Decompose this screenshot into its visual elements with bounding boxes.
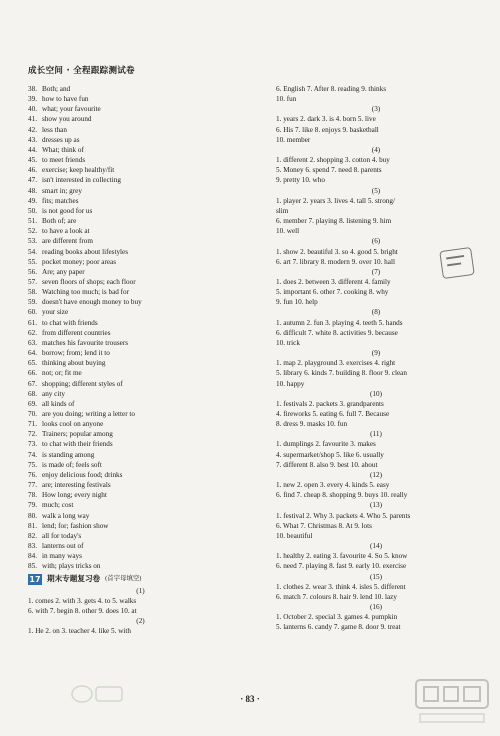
part-label: (13) [370, 501, 382, 510]
answer-text: much; cost [42, 501, 74, 510]
item-number: 46. [28, 166, 37, 175]
answer-line [28, 500, 253, 510]
answer-line [28, 135, 253, 145]
answer-text: all kinds of [42, 399, 75, 408]
item-number: 50. [28, 206, 37, 215]
answer-line [28, 206, 253, 216]
answer-text: in many ways [42, 552, 82, 561]
item-number: 42. [28, 125, 37, 134]
item-number: 81. [28, 521, 37, 530]
answer-text: dresses up as [42, 135, 80, 144]
item-number: 82. [28, 531, 37, 540]
part-label: (3) [371, 105, 381, 114]
part-label: (16) [370, 602, 382, 611]
answer-text: lanterns out of [42, 542, 84, 551]
answer-text: your size [42, 308, 69, 317]
answer-line: 6. match 7. colours 8. hair 9. lend 10. lazy [276, 592, 397, 601]
answer-line: 1. dumplings 2. favourite 3. makes [276, 440, 376, 449]
answer-line [28, 511, 253, 521]
item-number: 58. [28, 288, 37, 297]
answer-text: reading books about lifestyles [42, 247, 129, 256]
answer-text: thinking about buying [42, 359, 106, 368]
answer-line [28, 125, 253, 135]
answer-list-left [28, 84, 253, 572]
item-number: 68. [28, 389, 37, 398]
answer-line [28, 165, 253, 175]
answer-line [28, 379, 253, 389]
answer-line: 1. festival 2. Why 3. packets 4. Who 5. parents [276, 511, 411, 520]
part-label: (10) [370, 389, 382, 398]
answer-text: shopping; different styles of [42, 379, 123, 388]
answer-line [28, 450, 253, 460]
answer-line [28, 287, 253, 297]
item-number: 41. [28, 115, 37, 124]
answer-line: slim [276, 206, 289, 215]
answer-text: is not good for us [42, 206, 93, 215]
answer-line [28, 94, 253, 104]
answer-text: looks cool on anyone [42, 420, 104, 429]
item-number: 77. [28, 481, 37, 490]
answer-text: Are; any paper [42, 267, 85, 276]
item-number: 80. [28, 511, 37, 520]
answer-line: 6. find 7. cheap 8. shopping 9. buys 10. really [276, 491, 408, 500]
answer-line [28, 175, 253, 185]
answer-text: any city [42, 389, 65, 398]
item-number: 78. [28, 491, 37, 500]
item-number: 75. [28, 460, 37, 469]
answer-line [28, 439, 253, 449]
answer-line: 1. October 2. special 3. games 4. pumpkin [276, 613, 398, 622]
section-title: 期末专题复习卷 [47, 573, 101, 583]
answer-line: 1. different 2. shopping 3. cotton 4. buy [276, 156, 390, 165]
item-number: 70. [28, 410, 37, 418]
answer-text: exercise; keep healthy/fit [42, 166, 115, 175]
answer-line [28, 226, 253, 236]
answer-text: walk a long way [42, 511, 90, 520]
item-number: 40. [28, 105, 37, 114]
part-label: (1) [136, 586, 145, 595]
item-number: 65. [28, 359, 37, 368]
item-number: 63. [28, 338, 37, 347]
answer-line: 1. clothes 2. wear 3. think 4. isles 5. different [276, 582, 406, 591]
answer-line [28, 114, 253, 124]
item-number: 39. [28, 95, 37, 104]
part-label: (11) [370, 430, 382, 439]
item-number: 61. [28, 318, 37, 327]
page-header: 成长空间 · 全程跟踪测试卷 [28, 66, 135, 76]
answer-line [28, 419, 253, 429]
answer-line: 5. library 6. kinds 7. building 8. floor 9. clean [276, 369, 407, 378]
answer-text: with; plays tricks on [42, 562, 101, 571]
answer-line: 1. new 2. open 3. every 4. kinds 5. easy [276, 481, 390, 490]
answer-line [28, 338, 253, 348]
answer-line [28, 216, 253, 226]
answer-text: matches his favourite trousers [42, 338, 129, 347]
answer-line [28, 145, 253, 155]
answer-text: Watching too much; is bad for [42, 288, 130, 297]
answer-line [28, 551, 253, 561]
answer-text: pocket money; poor areas [42, 257, 117, 266]
answer-line: 7. different 8. also 9. best 10. about [276, 460, 378, 469]
answer-line: 10. member [276, 135, 311, 144]
answer-line [28, 399, 253, 409]
seal-stamp-icon [439, 247, 475, 279]
answer-line [28, 389, 253, 399]
item-number: 43. [28, 135, 37, 144]
answer-line [28, 429, 253, 439]
answer-text: isn't interested in collecting [42, 176, 121, 185]
part-label: (4) [371, 145, 381, 154]
page-number: · 83 · [240, 694, 260, 704]
item-number: 44. [28, 145, 37, 154]
answer-line [28, 470, 253, 480]
item-number: 45. [28, 156, 37, 165]
answer-line: 10. fun [276, 95, 297, 104]
answer-line [28, 480, 253, 490]
answer-text: borrow; from; lend it to [42, 349, 110, 358]
part-label: (9) [371, 349, 381, 358]
answer-line: 1. map 2. playground 3. exercises 4. right [276, 359, 396, 368]
answer-line: 6. need 7. playing 8. fast 9. early 10. exercise [276, 562, 407, 571]
answer-text: are you doing; writing a letter to [42, 410, 136, 418]
item-number: 60. [28, 308, 37, 317]
item-number: 52. [28, 227, 37, 236]
answer-text: lend; for; fashion show [42, 521, 109, 530]
answer-text: is made of; feels soft [42, 460, 102, 469]
section-note: (首字母填空) [105, 574, 142, 582]
answer-line: 10. beautiful [276, 531, 313, 540]
item-number: 83. [28, 542, 37, 551]
answer-text: enjoy delicious food; drinks [42, 470, 123, 479]
item-number: 38. [28, 85, 37, 93]
item-number: 48. [28, 186, 37, 195]
item-number: 53. [28, 237, 37, 246]
item-number: 73. [28, 440, 37, 449]
answer-text: doesn't have enough money to buy [42, 298, 142, 307]
answer-text: how to have fun [42, 95, 89, 104]
answer-line [28, 490, 253, 500]
item-number: 64. [28, 349, 37, 358]
answer-line: 1. He 2. on 3. teacher 4. like 5. with [28, 627, 131, 636]
answer-line: 9. pretty 10. who [276, 176, 325, 185]
answer-line [28, 257, 253, 267]
answer-text: are; interesting festivals [42, 481, 111, 490]
answer-line: 6. His 7. like 8. enjoys 9. basketball [276, 125, 379, 134]
answer-line [28, 409, 253, 419]
item-number: 66. [28, 369, 37, 378]
answer-text: less than [42, 125, 67, 134]
watermark-logo-icon [412, 676, 492, 728]
answer-text: not; or; fit me [42, 369, 82, 378]
answer-text: show you around [42, 115, 92, 124]
answer-line: 6. English 7. After 8. reading 9. thinks [276, 85, 386, 93]
item-number: 62. [28, 328, 37, 337]
answer-line [28, 186, 253, 196]
answer-line: 5. lanterns 6. candy 7. game 8. door 9. treat [276, 623, 401, 632]
answer-line: 1. festivals 2. packets 3. grandparents [276, 399, 384, 408]
part-label: (7) [371, 267, 381, 276]
item-number: 56. [28, 267, 37, 276]
answer-text: what; your favourite [42, 105, 101, 114]
answer-line [28, 368, 253, 378]
answer-line: 1. comes 2. with 3. gets 4. to 5. walks [28, 596, 137, 605]
answer-line: 6. member 7. playing 8. listening 9. him [276, 217, 392, 226]
answer-text: is standing among [42, 450, 95, 459]
answer-text: all for today's [42, 531, 82, 540]
answer-text: What; think of [42, 145, 84, 154]
item-number: 84. [28, 552, 37, 561]
answer-line [28, 196, 253, 206]
item-number: 59. [28, 298, 37, 307]
part-label: (8) [371, 308, 381, 317]
answer-text: Trainers; popular among [42, 430, 113, 439]
answer-line [28, 104, 253, 114]
answer-line [28, 267, 253, 277]
item-number: 79. [28, 501, 37, 510]
right-column [276, 84, 476, 632]
item-number: 57. [28, 277, 37, 286]
answer-line [28, 318, 253, 328]
answer-line: 1. years 2. dark 3. is 4. born 5. live [276, 115, 376, 124]
answer-text: How long; every night [42, 491, 107, 500]
part-label: (14) [370, 542, 382, 551]
answer-text: seven floors of shops; each floor [42, 277, 136, 286]
item-number: 49. [28, 196, 37, 205]
item-number: 47. [28, 176, 37, 185]
part-label: (15) [370, 572, 382, 581]
answer-text: Both of; are [42, 217, 77, 226]
answer-line: 5. Money 6. spend 7. need 8. parents [276, 166, 382, 175]
section-badge: 17 [29, 574, 41, 584]
answer-line: 1. autumn 2. fun 3. playing 4. teeth 5. hands [276, 318, 403, 327]
answer-line: 10. trick [276, 338, 300, 347]
answer-list-right [276, 84, 476, 632]
answer-line: 1. player 2. years 3. lives 4. tall 5. strong/ [276, 196, 395, 205]
answer-line: 10. well [276, 227, 300, 236]
answer-line: 5. important 6. other 7. cooking 8. why [276, 288, 389, 297]
answer-text: to have a look at [42, 227, 90, 236]
answer-text: are different from [42, 237, 93, 246]
answer-line: 4. fireworks 5. eating 6. full 7. Because [276, 410, 390, 418]
item-number: 67. [28, 379, 37, 388]
answer-line: 6. What 7. Christmas 8. At 9. lots [276, 521, 372, 530]
answer-line [28, 541, 253, 551]
answer-line: 6. with 7. begin 8. other 9. does 10. at [28, 606, 137, 615]
section-17-header [28, 574, 253, 585]
answer-line [28, 297, 253, 307]
answer-text: to meet friends [42, 156, 86, 165]
item-number: 71. [28, 420, 37, 429]
answer-text: Both; and [42, 85, 71, 93]
item-number: 74. [28, 450, 37, 459]
answer-line: 6. art 7. library 8. modern 9. over 10. hall [276, 257, 395, 266]
part-label: (2) [136, 616, 145, 625]
answer-line [28, 521, 253, 531]
answer-line [28, 561, 253, 571]
item-number: 51. [28, 217, 37, 226]
item-number: 54. [28, 247, 37, 256]
part-label: (6) [371, 237, 381, 246]
answer-line [28, 348, 253, 358]
item-number: 72. [28, 430, 37, 439]
item-number: 55. [28, 257, 37, 266]
answer-line: 4. supermarket/shop 5. like 6. usually [276, 450, 384, 459]
part-label: (5) [371, 186, 381, 195]
answer-line [28, 460, 253, 470]
answer-line [28, 155, 253, 165]
part-label: (12) [370, 470, 382, 479]
answer-line: 1. healthy 2. eating 3. favourite 4. So 5. know [276, 552, 408, 561]
answer-line: 1. show 2. beautiful 3. so 4. good 5. bright [276, 247, 398, 256]
answer-text: from different countries [42, 328, 111, 337]
answer-line [28, 84, 253, 94]
left-column [28, 84, 253, 636]
answer-line [28, 328, 253, 338]
answer-text: smart in; grey [42, 186, 82, 195]
answer-text: fits; matches [42, 196, 79, 205]
answer-line: 10. happy [276, 379, 305, 388]
answer-text: to chat with friends [42, 318, 98, 327]
answer-text: to chat with their friends [42, 440, 113, 449]
answer-line [28, 358, 253, 368]
answer-line [28, 236, 253, 246]
answer-line: 8. dress 9. masks 10. fun [276, 420, 348, 429]
item-number: 85. [28, 562, 37, 571]
answer-line: 1. does 2. between 3. different 4. family [276, 277, 391, 286]
answer-line [28, 307, 253, 317]
answer-line: 6. difficult 7. white 8. activities 9. because [276, 328, 398, 337]
item-number: 76. [28, 470, 37, 479]
item-number: 69. [28, 399, 37, 408]
answer-line [28, 277, 253, 287]
answer-line [28, 247, 253, 257]
answer-line [28, 531, 253, 541]
answer-line: 9. fun 10. help [276, 298, 318, 307]
